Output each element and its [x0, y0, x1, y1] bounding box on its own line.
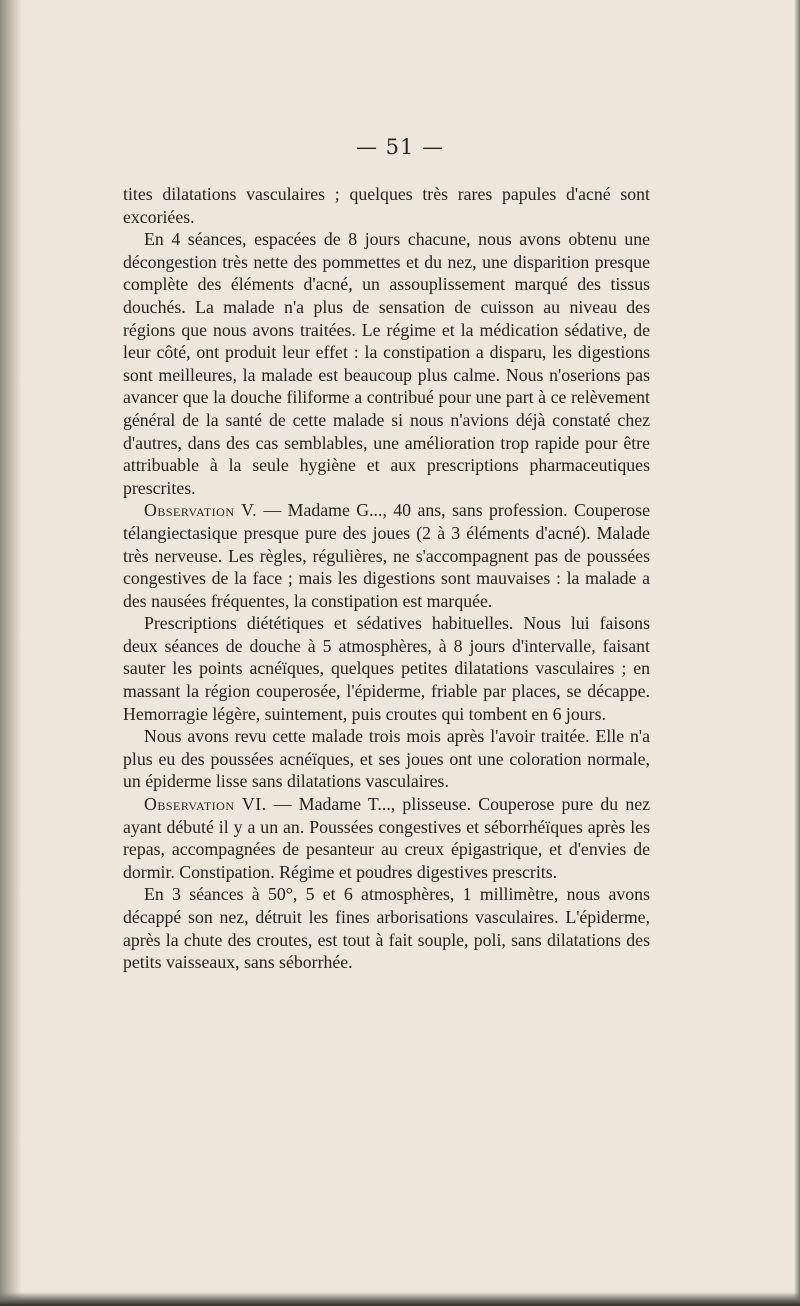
- paragraph-observation-vi: [123, 793, 650, 883]
- page-number: — 51 —: [355, 135, 445, 159]
- paragraph-7: [123, 883, 650, 973]
- paragraph-text: — Madame G..., 40 ans, sans profession. Couperose télangiectasique presque pure des joues (2 à 3 éléments d'acné). Malade très nerveuse. Les règles, régulières, ne s'accompagnent pas de poussées congestives de la face ; mais les digestions sont mauvaises : la malade a des nausées fréquentes, la constipation est marquée.: [123, 500, 650, 611]
- paragraph-2: [123, 228, 650, 499]
- paragraph-5: [123, 725, 650, 793]
- observation-heading: Observation V.: [144, 500, 258, 521]
- paragraph-text: — Madame T..., plisseuse. Couperose pure du nez ayant débuté il y a un an. Poussées congestives et séborrhéïques après les repas, accompagnées de pesanteur au creux épigastrique, et d'envies de dormir. Constipation. Régime et poudres digestives prescrits.: [123, 794, 650, 882]
- paragraph-text: En 3 séances à 50°, 5 et 6 atmosphères, 1 millimètre, nous avons décappé son nez, détruit les fines arborisations vasculaires. L'épiderme, après la chute des croutes, est tout à fait souple, poli, sans dilatations des petits vaisseaux, sans séborrhée.: [123, 884, 650, 973]
- page-edge-bottom: [0, 1292, 800, 1306]
- paragraph-text: Nous avons revu cette malade trois mois après l'avoir traitée. Elle n'a plus eu des poussées acnéïques, et ses joues ont une coloration normale, un épiderme lisse sans dilatations vasculaires.: [123, 726, 650, 792]
- page-edge-right: [794, 0, 800, 1306]
- paragraph-text: En 4 séances, espacées de 8 jours chacune, nous avons obtenu une décongestion très nette des pommettes et du nez, une disparition presque complète des éléments d'acné, un assouplissement marqué des tissus douchés. La malade n'a plus de sensation de cuisson au niveau des régions que nous avons traitées. Le régime et la médication sédative, de leur côté, ont produit leur effet : la constipation a disparu, les digestions sont meilleures, la malade est beaucoup plus calme. Nous n'oserions pas avancer que la douche filiforme a contribué pour une part à ce relèvement général de la santé de cette malade si nous n'avions déjà constaté chez d'autres, dans des cas semblables, une amélioration trop rapide pour être attribuable à la seule hygiène et aux prescriptions pharmaceutiques prescrites.: [123, 229, 650, 498]
- body-text: [123, 183, 650, 974]
- observation-heading: Observation VI.: [144, 794, 267, 815]
- page-binding-shadow: [0, 0, 22, 1306]
- paragraph-1: [123, 183, 650, 228]
- paragraph-4: [123, 612, 650, 725]
- paragraph-observation-v: [123, 499, 650, 612]
- paragraph-text: tites dilatations vasculaires ; quelques très rares papules d'acné sont excoriées.: [123, 184, 650, 227]
- paragraph-text: Prescriptions diététiques et sédatives habituelles. Nous lui faisons deux séances de douche à 5 atmosphères, à 8 jours d'intervalle, faisant sauter les points acnéïques, quelques petites dilatations vasculaires ; en massant la région couperosée, l'épiderme, friable par places, se décappe. Hemorragie légère, suintement, puis croutes qui tombent en 6 jours.: [123, 613, 650, 724]
